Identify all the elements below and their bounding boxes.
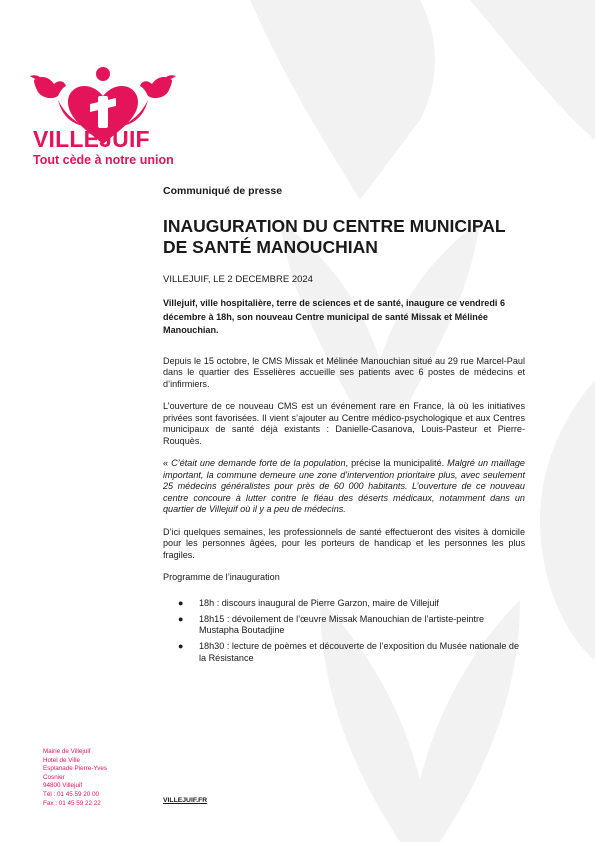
program-list xyxy=(163,598,525,665)
right-bird-icon xyxy=(140,77,172,98)
quote-mid: , précise la municipalité. xyxy=(345,458,448,468)
bullet-icon: ● xyxy=(178,597,184,608)
footer-address xyxy=(43,748,133,808)
lead-paragraph: Villejuif, ville hospitalière, terre de sciences et de santé, inaugure ce vendredi 6 décembre à 18h, son nouveau Centre municipal de santé Missak et Mélinée Manouchian. xyxy=(163,298,505,335)
press-release-body xyxy=(163,186,525,669)
paragraph-2: L’ouverture de ce nouveau CMS est un événement rare en France, là où les initiatives privées sont favorisées. Il vient s’ajouter au Centre médico-psychologique et aux Centres municipaux de santé déjà existants : Danielle-Casanova, Louis-Pasteur et Pierre-Rouquès. xyxy=(163,401,525,446)
quote-paragraph xyxy=(163,458,525,516)
program-title: Programme de l’inauguration xyxy=(163,572,280,582)
dateline: VILLEJUIF, LE 2 DECEMBRE 2024 xyxy=(163,273,313,285)
address-line: Mairie de Villejuif xyxy=(43,748,91,755)
address-line: Esplanade Pierre-Yves xyxy=(43,765,108,773)
paragraph-4: D’ici quelques semaines, les professionnels de santé effectueront des visites à domicile pour les personnes âgées, pour les porteurs de handicap et les personnes les plus fragiles. xyxy=(163,526,525,560)
left-bird-icon xyxy=(34,77,66,98)
paragraph-1: Depuis le 15 octobre, le CMS Missak et Mélinée Manouchian situé au 29 rue Marcel-Paul dans le quartier des Esselières accueille ses patients avec 6 postes de médecins et d’infirmiers. xyxy=(163,355,525,389)
address-line: Cosnier xyxy=(43,773,65,781)
program-item xyxy=(163,598,525,610)
bullet-icon: ● xyxy=(178,641,184,651)
brand-tagline: Tout cède à notre union xyxy=(33,153,174,167)
program-item-text: 18h : discours inaugural de Pierre Garzon, maire de Villejuif xyxy=(199,597,439,608)
document-title xyxy=(163,216,525,258)
brand-name: VILLEJUIF xyxy=(33,126,150,152)
website-link[interactable]: VILLEJUIF.FR xyxy=(163,797,208,804)
program-item xyxy=(163,614,525,637)
quote-part-1: C’était une demande forte de la population xyxy=(171,458,346,468)
document-type: Communiqué de presse xyxy=(163,185,283,197)
address-line: Hotel de Ville xyxy=(43,756,80,764)
quote-part-2: Malgré un maillage important, la commune demeure une zone d’intervention prioritaire plus, avec seulement 25 médecins généralistes pour près de 60 000 habitants. L’ouverture de ce nouveau centre concoure à lutter contre le fléau des déserts médicaux, notamment dans un quartier de Villejuif où il y a peu de médecins. xyxy=(163,458,525,514)
title-line-1: INAUGURATION DU CENTRE MUNICIPAL xyxy=(163,215,506,236)
address-line: 94800 Villejuif xyxy=(43,782,83,790)
address-line: Fax : 01 45 59 22 22 xyxy=(43,799,101,807)
program-item xyxy=(163,641,525,664)
title-line-2: DE SANTÉ MANOUCHIAN xyxy=(163,236,378,257)
logo-dot xyxy=(96,67,110,81)
quote-open: « xyxy=(163,458,172,468)
address-line: Tél : 01 45 59 20 00 xyxy=(43,790,100,798)
program-item-text: 18h15 : dévoilement de l’œuvre Missak Manouchian de l’artiste-peintre Mustapha Boutadjine xyxy=(199,613,485,635)
program-item-text: 18h30 : lecture de poèmes et découverte de l’exposition du Musée nationale de la Résistance xyxy=(199,641,520,663)
bullet-icon: ● xyxy=(178,613,184,624)
